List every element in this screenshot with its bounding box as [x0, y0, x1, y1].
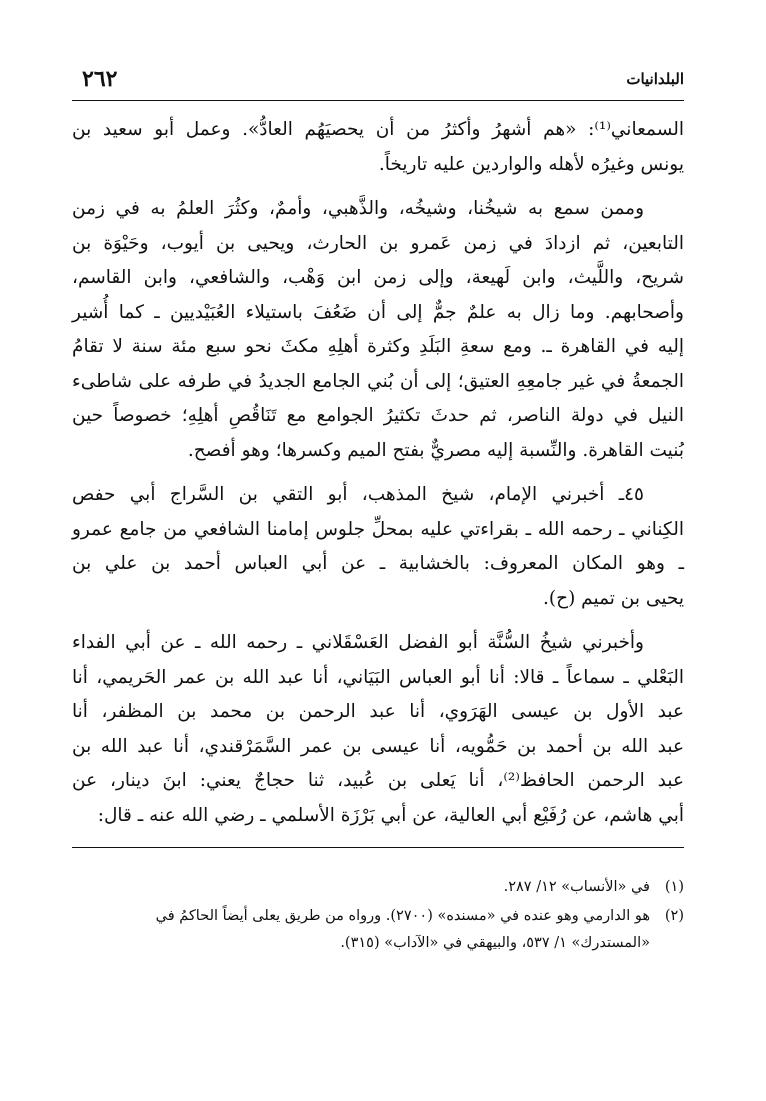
- footnote: [72, 903, 684, 957]
- text-line: وممن سمع به شيخُنا، وشيخُه، والذَّهبي، وأممٌ، وكثُرَ العلمُ به في زمن: [72, 198, 644, 219]
- text-line: عبد الرحمن الحافظ⁽²⁾، أنا يَعلى بن عُبيد، ثنا حجاجٌ يعني: ابنَ دينار، عن: [72, 770, 684, 791]
- text-line: أبي هاشم، عن رُفَيْع أبي العالية، عن أبي بَرْزَة الأسلمي ـ رضي الله عنه ـ قال:: [97, 804, 684, 826]
- text-line: وأخبرني شيخُ السُّنَّة أبو الفضل العَسْقَلاني ـ رحمه الله ـ عن أبي الفداء: [72, 632, 644, 653]
- text-line: الجمعةُ في غير جامعِهِ العتيق؛ إلى أن بُني الجامع الجديدُ في طرفه على شاطىء: [72, 370, 684, 392]
- text-line: ـ وهو المكان المعروف: بالخشابية ـ عن أبي العباس أحمد بن علي بن: [72, 553, 684, 574]
- footnote-mark: (٢): [664, 908, 684, 924]
- text-line: البَعْلي ـ سماعاً ـ قالا: أنا أبو العباس البَيَاني، أنا عبد الله بن عمر الحَريمي، أنا: [72, 666, 684, 688]
- paragraph: [72, 626, 684, 833]
- page-header: [72, 66, 684, 101]
- text-line: بُنيت القاهرة. والنِّسبة إليه مصريٌّ بفتح الميم وكسرها؛ وهو أفصح.: [187, 439, 684, 461]
- text-line: النيل في دولة الناصر، ثم حدثَ تكثيرُ الجوامع مع تَنَاقُصِ أهلِهِ؛ خصوصاً حين: [72, 405, 684, 426]
- footnote-mark: (١): [664, 879, 684, 895]
- footnote-separator: [72, 847, 684, 848]
- text-line: الكِناني ـ رحمه الله ـ بقراءتي عليه بمحلِّ جلوس إمامنا الشافعي من جامع عمرو: [72, 518, 684, 540]
- text-line: عبد الأول بن عيسى الهَرَوي، أنا عبد الرحمن بن محمد بن المظفر، أنا: [72, 701, 684, 722]
- text-line: السمعاني⁽¹⁾: «هم أشهرُ وأكثرُ من أن يحصيَهُم العادُّ». وعمل أبو سعيد بن: [72, 119, 684, 140]
- text-line: إليه في القاهرة ـ. ومع سعةِ البَلَدِ وكثرة أهلِهِ مكثَ نحو سبع مئة سنة لا تقامُ: [72, 336, 684, 357]
- footnote: [72, 874, 684, 901]
- main-text: [72, 113, 684, 833]
- text-line: عبد الله بن أحمد بن حَمُّويه، أنا عيسى بن عمر السَّمَرْقندي، أنا عبد الله بن: [72, 735, 684, 757]
- text-line: ٤٥ـ أخبرني الإمام، شيخ المذهب، أبو التقي بن السَّراج أبي حفص: [72, 484, 644, 505]
- text-line: يحيى بن تميم (ح).: [543, 587, 684, 609]
- text-line: التابعين، ثم ازدادَ في زمن عَمرو بن الحارث، ويحيى بن أيوب، وحَيْوَة بن: [72, 232, 684, 254]
- footnote-line: هو الدارمي وهو عنده في «مسنده» (٢٧٠٠). ورواه من طريق يعلى أيضاً الحاكمُ في: [155, 908, 650, 924]
- paragraph: [72, 478, 684, 616]
- text-line: يونس وغيرُه لأهله والواردين عليه تاريخاً.: [378, 153, 684, 175]
- footnotes: [72, 874, 684, 957]
- text-line: وأصحابهم. وما زال به علمٌ جمٌّ إلى أن ضَعُفَ باستيلاء العُبَيْديين ـ كما أُشير: [72, 301, 684, 323]
- text-line: شريح، واللَّيث، وابن لَهيعة، وإلى زمن ابن وَهْب، والشافعي، وابن القاسم،: [72, 267, 684, 288]
- book-page: [72, 66, 684, 959]
- footnote-line: «المستدرك» ١/ ٥٣٧، والبيهقي في «الآداب» (٣١٥).: [340, 935, 650, 951]
- footnote-line: في «الأنساب» ١٢/ ٢٨٧.: [503, 879, 650, 895]
- page-number: ٢٦٢: [82, 66, 118, 92]
- running-title: البلدانيات: [626, 70, 684, 88]
- paragraph: [72, 192, 684, 468]
- paragraph: [72, 113, 684, 182]
